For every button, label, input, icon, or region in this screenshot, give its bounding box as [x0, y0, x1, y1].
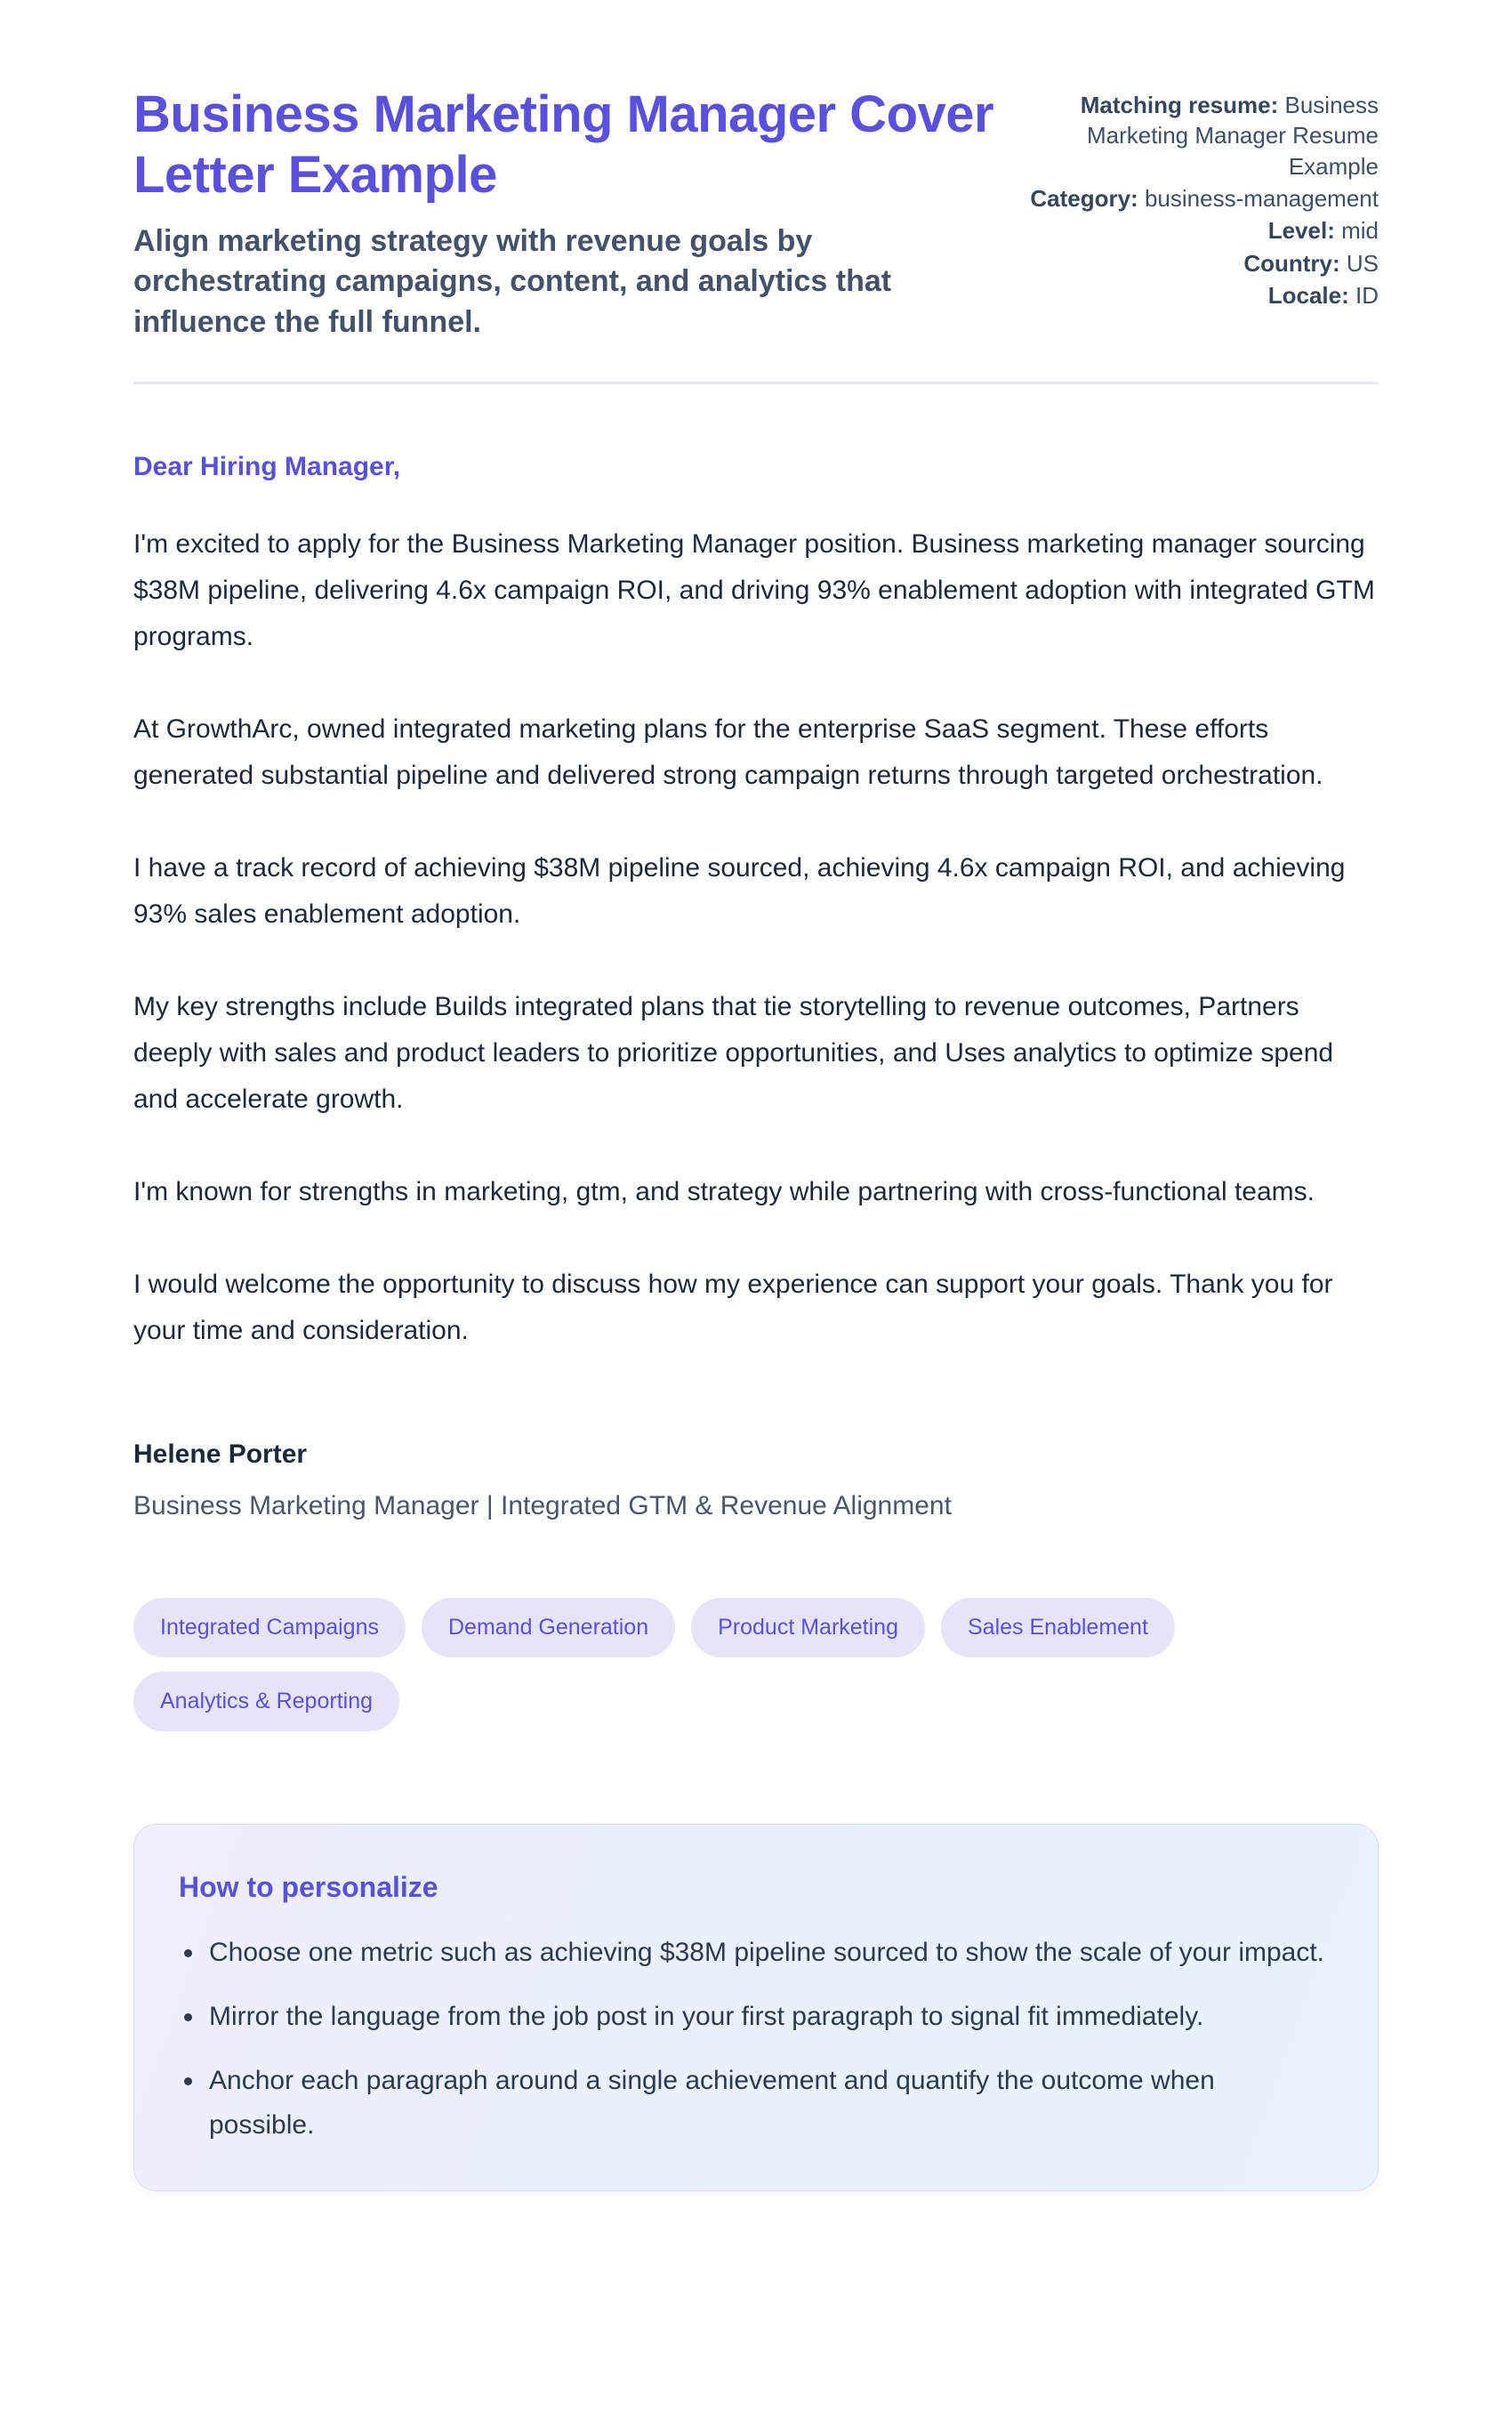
meta-country — [1023, 248, 1379, 278]
personalize-tip-list — [179, 1931, 1324, 2148]
skill-tag: Sales Enablement — [941, 1598, 1175, 1657]
personalize-tip: Choose one metric such as achieving $38M pipeline sourced to show the scale of your impact. — [179, 1931, 1324, 1975]
meta-category-label: Category: — [1030, 184, 1138, 212]
meta-country-value: US — [1346, 249, 1379, 277]
personalize-tip: Anchor each paragraph around a single achievement and quantify the outcome when possible. — [179, 2059, 1324, 2148]
page-subtitle: Align marketing strategy with revenue goals by orchestrating campaigns, content, and analytics that influence the full funnel. — [133, 223, 892, 339]
meta-country-label: Country: — [1243, 249, 1340, 277]
meta-locale-value: ID — [1355, 281, 1379, 309]
meta-locale-label: Locale: — [1267, 281, 1349, 309]
letter-paragraph: I would welcome the opportunity to discuss how my experience can support your goals. Thank you for your time and consideration. — [133, 1270, 1333, 1346]
personalize-heading: How to personalize — [179, 1871, 438, 1904]
meta-locale — [1023, 280, 1379, 310]
resume-meta-block — [1023, 90, 1379, 312]
meta-level-value: mid — [1341, 217, 1379, 245]
letter-paragraph: At GrowthArc, owned integrated marketing plans for the enterprise SaaS segment. These efforts generated substantial pipeline and delivered strong campaign returns through targeted orchestration. — [133, 714, 1323, 791]
skill-tag: Demand Generation — [422, 1598, 675, 1657]
personalize-callout — [133, 1824, 1379, 2191]
personalize-tip: Mirror the language from the job post in your first paragraph to signal fit immediately. — [179, 1995, 1324, 2039]
page-title: Business Marketing Manager Cover Letter Example — [133, 85, 994, 204]
letter-greeting: Dear Hiring Manager, — [133, 452, 401, 482]
signature-title: Business Marketing Manager | Integrated GTM & Revenue Alignment — [133, 1491, 952, 1521]
meta-level-label: Level: — [1267, 217, 1335, 245]
header-divider — [133, 382, 1379, 384]
meta-level — [1023, 215, 1379, 246]
signature-name: Helene Porter — [133, 1439, 308, 1470]
skill-tags — [133, 1598, 1245, 1731]
page-header — [133, 85, 1379, 343]
letter-paragraph: I have a track record of achieving $38M pipeline sourced, achieving 4.6x campaign ROI, and achieving 93% sales enablement adoption. — [133, 853, 1346, 930]
skill-tag: Analytics & Reporting — [133, 1672, 399, 1731]
header-title-block — [133, 85, 1005, 343]
meta-category-value: business-management — [1144, 184, 1379, 212]
skill-tag: Integrated Campaigns — [133, 1598, 406, 1657]
meta-category — [1023, 183, 1379, 214]
letter-paragraph: My key strengths include Builds integrated plans that tie storytelling to revenue outcomes, Partners deeply with sales and product leaders to prioritize opportunities, and Uses analytics to optimize spend and accelerate growth. — [133, 992, 1334, 1115]
letter-paragraph: I'm known for strengths in marketing, gtm, and strategy while partnering with cross-functional teams. — [133, 1177, 1315, 1207]
meta-matching-resume — [1023, 90, 1379, 181]
skill-tag: Product Marketing — [691, 1598, 925, 1657]
meta-matching-resume-value: Business Marketing Manager Resume Example — [1086, 92, 1379, 180]
letter-signature — [133, 1439, 1379, 1521]
meta-matching-resume-label: Matching resume: — [1080, 92, 1279, 118]
cover-letter-body — [133, 452, 1379, 1521]
letter-paragraph: I'm excited to apply for the Business Marketing Manager position. Business marketing manager sourcing $38M pipeline, delivering 4.6x campaign ROI, and driving 93% enablement adoption with integrated GTM programs. — [133, 529, 1375, 652]
